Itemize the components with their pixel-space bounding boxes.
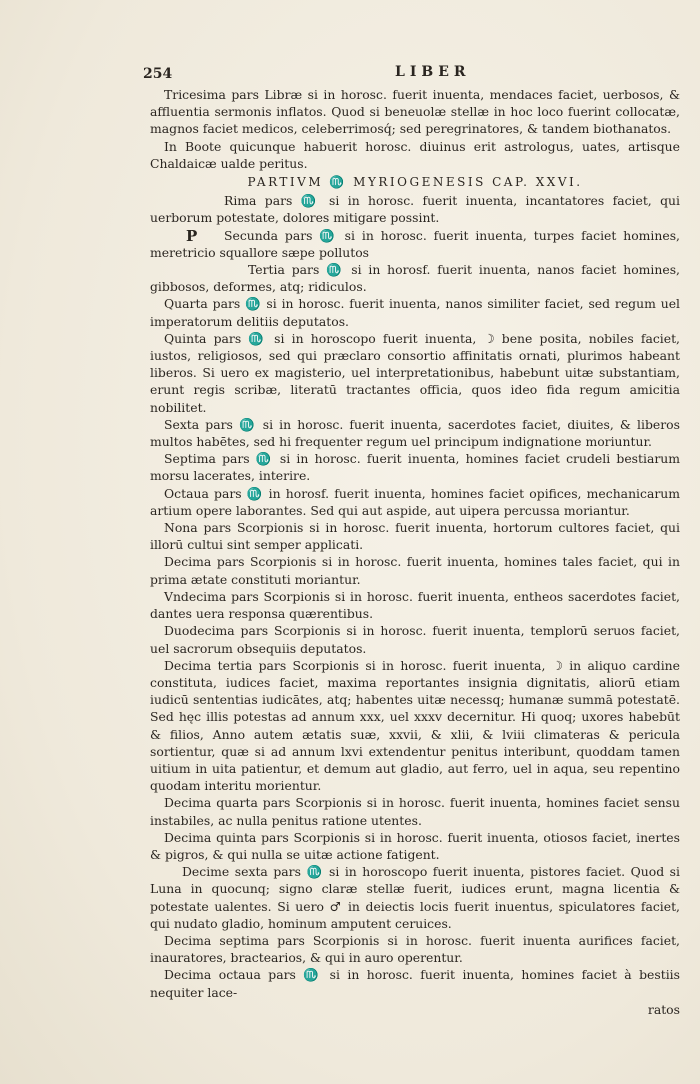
paragraph: Decima tertia pars Scorpionis si in horosc. fuerit inuenta, ☽ in aliquo cardine constituta, iudices faciet, maxima reportantes insignia dignitatis, aliorū etiam iudicū sententias iudicātes, atq; habentes uitæ necessq; humanæ summā potestatē. Sed hęc illis potestas ad annum xxx, uel xxxv decernitur. Hi quoq; uxores habebūt & filios, Anno autem ætatis suæ, xxvii, & xlii, & lviii climateras & pericula sortientur, quæ si ad annum lxvi extendentur penitus interibunt, quoddam tamen uitium in uita patientur, et demum aut gladio, aut ferro, uel in aqua, seu repentino quodam interitu morientur. <box>150 657 680 794</box>
page-number: 254 <box>143 66 173 82</box>
paragraph: Quinta pars ♏ si in horoscopo fuerit inuenta, ☽ bene posita, nobiles faciet, iustos, religiosos, sed qui præclaro consortio affinitatis ornati, plurimos habeant liberos. Si uero ex magisterio, uel interpretationibus, habebunt uitæ substantiam, erunt regis scribæ, literatū tractantes officia, quos ideo fida regum amicitia nobilitet. <box>150 330 680 415</box>
paragraph: Decima quinta pars Scorpionis si in horosc. fuerit inuenta, otiosos faciet, inertes & pigros, & qui nulla se uitæ actione fatigent. <box>150 829 680 862</box>
paragraph: Septima pars ♏ si in horosc. fuerit inuenta, homines faciet crudeli bestiarum morsu lacerates, interire. <box>150 451 680 484</box>
paragraph: Decime sexta pars ♏ si in horoscopo fuerit inuenta, pistores faciet. Quod si Luna in quocunq; signo claræ stellæ fuerit, iudices erunt, magna licentia & potestate ualentes. Si uero ♂ in deiectis locis fuerit inuentus, spiculatores faciet, qui nudato gladio, hominum amputent ceruices. <box>150 864 680 931</box>
paragraph: Secunda pars ♏ si in horosc. fuerit inuenta, turpes faciet homines, meretricio squallore sæpe pollutos <box>150 227 680 260</box>
paragraph: In Boote quicunque habuerit horosc. diuinus erit astrologus, uates, artisque Chaldaicæ ualde peritus. <box>150 138 680 171</box>
paragraph: Rima pars ♏ si in horosc. fuerit inuenta, incantatores faciet, qui uerborum potestate, dolores mitigare possint. <box>150 193 680 226</box>
paragraph: Nona pars Scorpionis si in horosc. fuerit inuenta, hortorum cultores faciet, qui illorū cultui sint semper applicati. <box>150 520 680 553</box>
paragraph: Duodecima pars Scorpionis si in horosc. fuerit inuenta, templorū seruos faciet, uel sacrorum obsequiis deputatos. <box>150 623 680 656</box>
paragraph: Tricesima pars Libræ si in horosc. fuerit inuenta, mendaces faciet, uerbosos, & affluentia sermonis inflatos. Quod si beneuolæ stellæ in hoc loco fuerint collocatæ, magnos faciet medicos, celeberrimosq́; sed peregrinatores, & tandem biothanatos. <box>150 87 680 137</box>
paragraph: Decima quarta pars Scorpionis si in horosc. fuerit inuenta, homines faciet sensu instabiles, ac nulla penitus ratione utentes. <box>150 795 680 828</box>
paragraph: Vndecima pars Scorpionis si in horosc. fuerit inuenta, entheos sacerdotes faciet, dantes uera responsa quærentibus. <box>150 588 680 622</box>
paragraph: Quarta pars ♏ si in horosc. fuerit inuenta, nanos similiter faciet, sed regum uel imperatorum delitiis deputatos. <box>150 296 680 329</box>
catchword: ratos <box>647 1001 680 1017</box>
paragraph: Octaua pars ♏ in horosf. fuerit inuenta, homines faciet opifices, mechanicarum artium opere laborantes. Sed qui aut aspide, aut uipera percussa moriantur. <box>150 485 680 518</box>
marginal-initial-letter: P <box>186 227 198 245</box>
running-head: LIBER <box>395 64 471 80</box>
paragraph: Decima septima pars Scorpionis si in horosc. fuerit inuenta aurifices faciet, inauratores, bractearios, & qui in auro operentur. <box>150 932 680 966</box>
paragraph: Sexta pars ♏ si in horosc. fuerit inuenta, sacerdotes faciet, diuites, & liberos multos habētes, sed hi frequenter regum uel principum indignatione moriuntur. <box>150 416 680 450</box>
chapter-heading: PARTIVM ♏ MYRIOGENESIS CAP. XXVI. <box>247 175 583 190</box>
paragraph: Decima octaua pars ♏ si in horosc. fuerit inuenta, homines faciet à bestiis nequiter lace- <box>150 967 680 1000</box>
main-text-block <box>150 86 680 1018</box>
paragraph: Tertia pars ♏ si in horosf. fuerit inuenta, nanos faciet homines, gibbosos, deformes, atq; ridiculos. <box>150 262 680 295</box>
paragraph: Decima pars Scorpionis si in horosc. fuerit inuenta, homines tales faciet, qui in prima ætate constituti moriantur. <box>150 554 680 587</box>
